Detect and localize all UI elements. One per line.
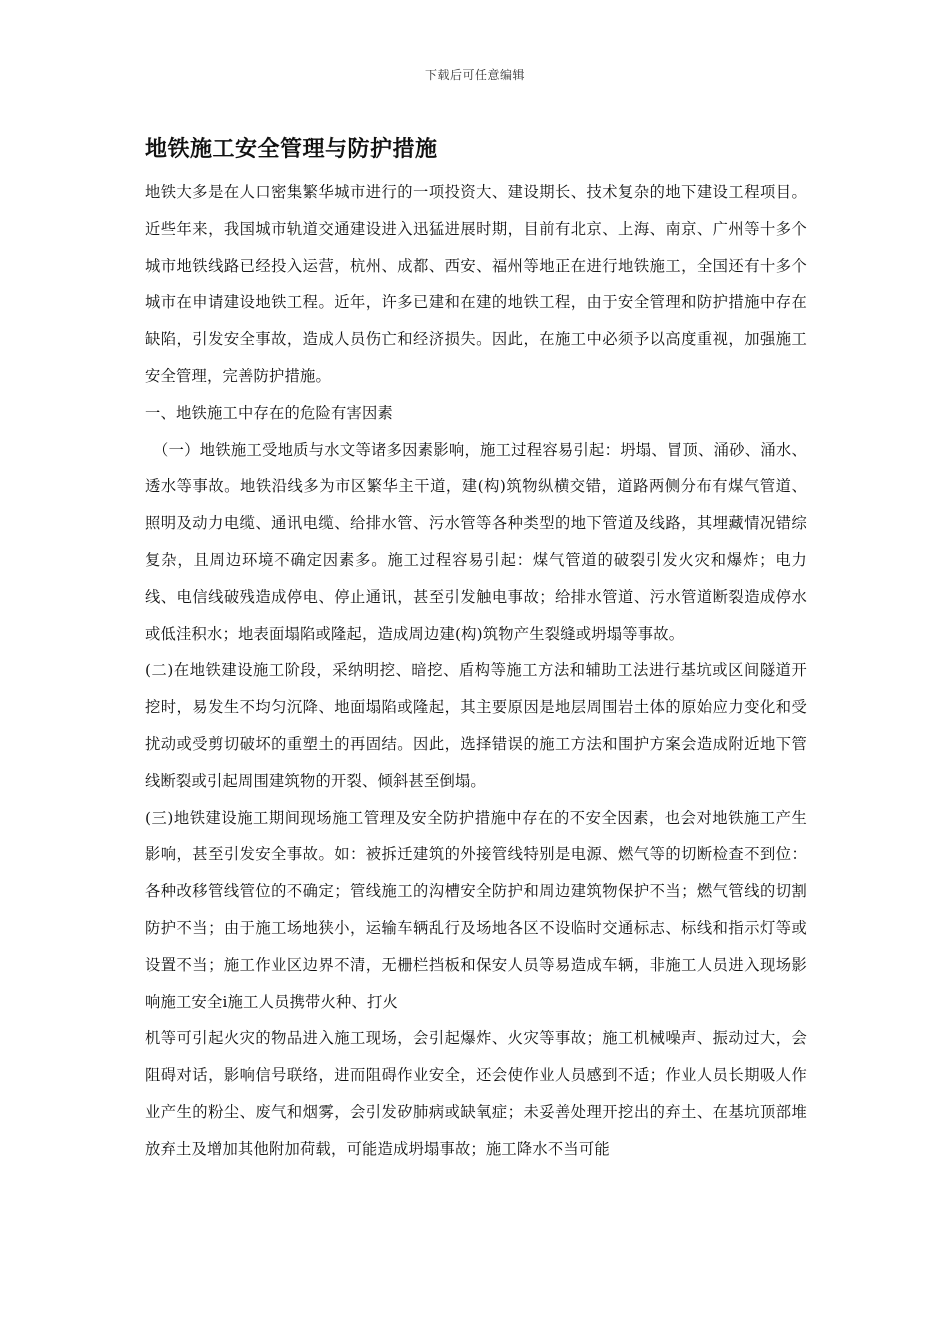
hazard-item-3-part-1: (三)地铁建设施工期间现场施工管理及安全防护措施中存在的不安全因素，也会对地铁施工产生影响，甚至引发安全事故。如：被拆迁建筑的外接管线特别是电源、燃气等的切断检查不到位：各种改移管线管位的不确定；管线施工的沟槽安全防护和周边建筑物保护不当；燃气管线的切割防护不当；由于施工场地狭小，运输车辆乱行及场地各区不设临时交通标志、标线和指示灯等或设置不当；施工作业区边界不清，无栅栏挡板和保安人员等易造成车辆，非施工人员进入现场影响施工安全i施工人员携带火种、打火 (145, 808, 807, 1011)
intro-paragraph: 地铁大多是在人口密集繁华城市进行的一项投资大、建设期长、技术复杂的地下建设工程项目。近些年来，我国城市轨道交通建设进入迅猛进展时期，目前有北京、上海、南京、广州等十多个城市地铁线路已经投入运营，杭州、成都、西安、福州等地正在进行地铁施工，全国还有十多个城市在申请建设地铁工程。近年，许多已建和在建的地铁工程，由于安全管理和防护措施中存在缺陷，引发安全事故，造成人员伤亡和经济损失。因此，在施工中必须予以高度重视，加强施工安全管理，完善防护措施。 (145, 183, 807, 385)
header-note: 下载后可任意编辑 (424, 68, 525, 82)
document-title: 地铁施工安全管理与防护措施 (145, 136, 438, 162)
section-heading-1: 一、地铁施工中存在的危险有害因素 (145, 403, 393, 422)
hazard-item-1: （一）地铁施工受地质与水文等诸多因素影响，施工过程容易引起：坍塌、冒顶、涌砂、涌水、透水等事故。地铁沿线多为市区繁华主干道，建(构)筑物纵横交错，道路两侧分布有煤气管道、照明及动力电缆、通讯电缆、给排水管、污水管等各种类型的地下管道及线路，其埋藏情况错综复杂，且周边环境不确定因素多。施工过程容易引起：煤气管道的破裂引发火灾和爆炸；电力线、电信线破残造成停电、停止通讯，甚至引发触电事故；给排水管道、污水管道断裂造成停水或低洼积水；地表面塌陷或隆起，造成周边建(构)筑物产生裂缝或坍塌等事故。 (145, 440, 807, 643)
hazard-item-2: (二)在地铁建设施工阶段，采纳明挖、暗挖、盾构等施工方法和辅助工法进行基坑或区间隧道开挖时，易发生不均匀沉降、地面塌陷或隆起，其主要原因是地层周围岩土体的原始应力变化和受扰动或受剪切破坏的重塑土的再固结。因此，选择错误的施工方法和围护方案会造成附近地下管线断裂或引起周围建筑物的开裂、倾斜甚至倒塌。 (145, 661, 807, 790)
hazard-item-3-part-2: 机等可引起火灾的物品进入施工现场，会引起爆炸、火灾等事故；施工机械噪声、振动过大，会阻碍对话，影响信号联络，进而阻碍作业安全，还会使作业人员感到不适；作业人员长期吸人作业产生的粉尘、废气和烟雾，会引发矽肺病或缺氧症；未妥善处理开挖出的弃土、在基坑顶部堆放弃土及增加其他附加荷载，可能造成坍塌事故；施工降水不当可能 (145, 1029, 807, 1158)
document-body (145, 132, 807, 1168)
